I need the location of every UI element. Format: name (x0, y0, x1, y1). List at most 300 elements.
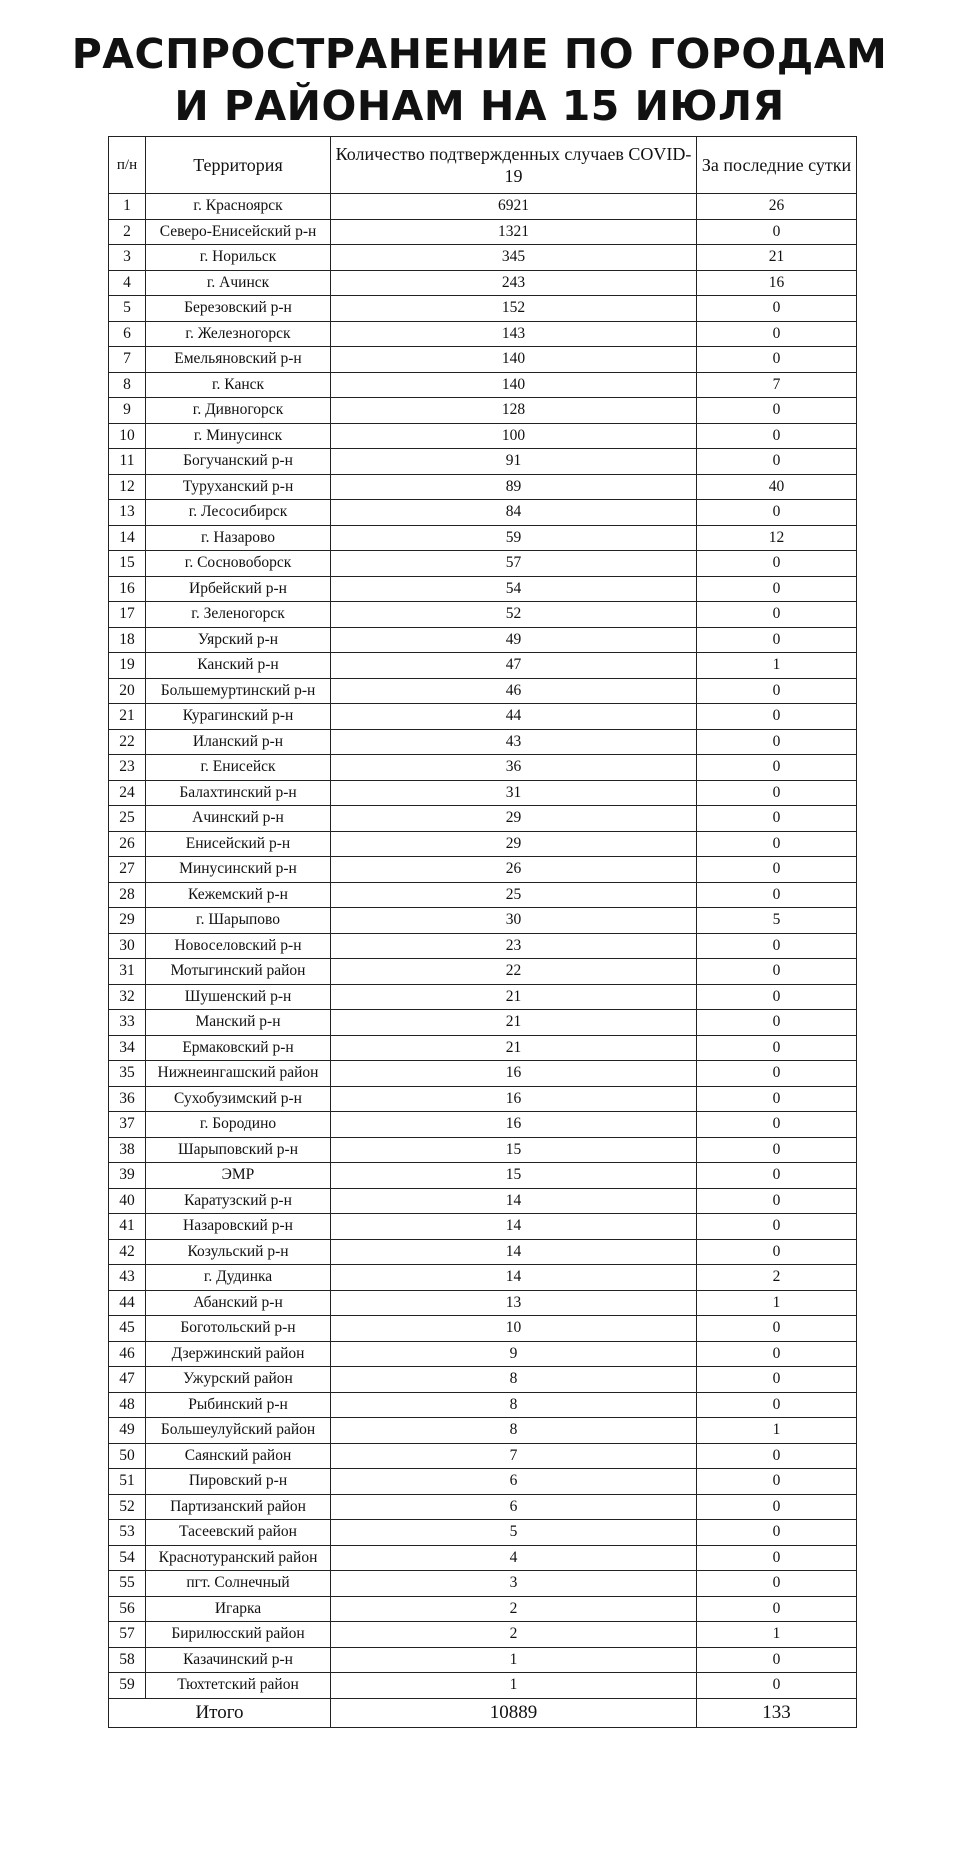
row-number: 25 (109, 806, 146, 832)
table-row (109, 1265, 857, 1291)
row-confirmed: 91 (331, 449, 697, 475)
row-number: 46 (109, 1341, 146, 1367)
page-title (0, 28, 959, 132)
row-territory: ЭМР (146, 1163, 331, 1189)
row-last-day: 0 (697, 1316, 857, 1342)
row-number: 22 (109, 729, 146, 755)
row-number: 58 (109, 1647, 146, 1673)
header-confirmed: Количество подтвержденных случаев COVID-19 (331, 137, 697, 194)
row-number: 29 (109, 908, 146, 934)
row-last-day: 0 (697, 780, 857, 806)
table-row (109, 372, 857, 398)
row-number: 42 (109, 1239, 146, 1265)
row-confirmed: 3 (331, 1571, 697, 1597)
row-confirmed: 8 (331, 1418, 697, 1444)
row-territory: Боготольский р-н (146, 1316, 331, 1342)
table-row (109, 1494, 857, 1520)
row-territory: Иланский р-н (146, 729, 331, 755)
row-confirmed: 9 (331, 1341, 697, 1367)
row-last-day: 0 (697, 347, 857, 373)
table-row (109, 1520, 857, 1546)
row-last-day: 0 (697, 678, 857, 704)
row-territory: Курагинский р-н (146, 704, 331, 730)
row-confirmed: 8 (331, 1367, 697, 1393)
row-last-day: 0 (697, 1596, 857, 1622)
row-last-day: 40 (697, 474, 857, 500)
row-last-day: 26 (697, 194, 857, 220)
header-territory: Территория (146, 137, 331, 194)
row-territory: Манский р-н (146, 1010, 331, 1036)
row-territory: Емельяновский р-н (146, 347, 331, 373)
row-last-day: 1 (697, 653, 857, 679)
row-territory: Мотыгинский район (146, 959, 331, 985)
row-territory: г. Назарово (146, 525, 331, 551)
table-row (109, 1469, 857, 1495)
table-footer (109, 1698, 857, 1727)
row-territory: Краснотуранский район (146, 1545, 331, 1571)
table-row (109, 1035, 857, 1061)
table-row (109, 1316, 857, 1342)
row-number: 55 (109, 1571, 146, 1597)
table-row (109, 398, 857, 424)
row-last-day: 0 (697, 1137, 857, 1163)
row-number: 14 (109, 525, 146, 551)
row-last-day: 0 (697, 1469, 857, 1495)
row-territory: Большемуртинский р-н (146, 678, 331, 704)
row-last-day: 0 (697, 857, 857, 883)
row-confirmed: 14 (331, 1214, 697, 1240)
row-territory: Большеулуйский район (146, 1418, 331, 1444)
row-confirmed: 143 (331, 321, 697, 347)
row-last-day: 1 (697, 1622, 857, 1648)
row-territory: г. Енисейск (146, 755, 331, 781)
table-row (109, 474, 857, 500)
row-confirmed: 59 (331, 525, 697, 551)
table-row (109, 194, 857, 220)
row-number: 43 (109, 1265, 146, 1291)
table-row (109, 1622, 857, 1648)
row-number: 54 (109, 1545, 146, 1571)
row-confirmed: 1321 (331, 219, 697, 245)
row-territory: г. Зеленогорск (146, 602, 331, 628)
row-number: 32 (109, 984, 146, 1010)
row-confirmed: 23 (331, 933, 697, 959)
row-territory: Канский р-н (146, 653, 331, 679)
row-last-day: 0 (697, 755, 857, 781)
row-last-day: 0 (697, 1010, 857, 1036)
row-last-day: 0 (697, 1188, 857, 1214)
row-territory: Рыбинский р-н (146, 1392, 331, 1418)
row-territory: г. Сосновоборск (146, 551, 331, 577)
table-row (109, 806, 857, 832)
row-territory: Казачинский р-н (146, 1647, 331, 1673)
row-number: 6 (109, 321, 146, 347)
row-confirmed: 1 (331, 1673, 697, 1699)
row-number: 49 (109, 1418, 146, 1444)
table-row (109, 755, 857, 781)
row-number: 52 (109, 1494, 146, 1520)
row-last-day: 0 (697, 627, 857, 653)
row-last-day: 0 (697, 398, 857, 424)
row-last-day: 0 (697, 423, 857, 449)
row-number: 3 (109, 245, 146, 271)
row-territory: Шарыповский р-н (146, 1137, 331, 1163)
total-confirmed: 10889 (331, 1698, 697, 1727)
row-last-day: 0 (697, 1214, 857, 1240)
row-number: 51 (109, 1469, 146, 1495)
row-confirmed: 22 (331, 959, 697, 985)
table-row (109, 296, 857, 322)
row-number: 24 (109, 780, 146, 806)
row-confirmed: 10 (331, 1316, 697, 1342)
row-territory: г. Бородино (146, 1112, 331, 1138)
row-confirmed: 47 (331, 653, 697, 679)
row-confirmed: 6 (331, 1494, 697, 1520)
row-confirmed: 128 (331, 398, 697, 424)
row-last-day: 0 (697, 1341, 857, 1367)
row-last-day: 0 (697, 1035, 857, 1061)
header-last-day: За последние сутки (697, 137, 857, 194)
row-confirmed: 36 (331, 755, 697, 781)
row-territory: Дзержинский район (146, 1341, 331, 1367)
row-number: 21 (109, 704, 146, 730)
row-confirmed: 13 (331, 1290, 697, 1316)
table-body (109, 194, 857, 1699)
row-confirmed: 57 (331, 551, 697, 577)
row-territory: Березовский р-н (146, 296, 331, 322)
row-confirmed: 44 (331, 704, 697, 730)
table-row (109, 882, 857, 908)
table-row (109, 321, 857, 347)
row-last-day: 0 (697, 1545, 857, 1571)
row-territory: г. Дивногорск (146, 398, 331, 424)
row-territory: Тасеевский район (146, 1520, 331, 1546)
row-confirmed: 14 (331, 1239, 697, 1265)
header-row (109, 137, 857, 194)
row-territory: Игарка (146, 1596, 331, 1622)
table-row (109, 1239, 857, 1265)
row-last-day: 0 (697, 704, 857, 730)
row-confirmed: 31 (331, 780, 697, 806)
row-confirmed: 5 (331, 1520, 697, 1546)
row-number: 27 (109, 857, 146, 883)
row-confirmed: 52 (331, 602, 697, 628)
row-confirmed: 152 (331, 296, 697, 322)
row-confirmed: 2 (331, 1622, 697, 1648)
table-row (109, 1596, 857, 1622)
row-last-day: 21 (697, 245, 857, 271)
row-last-day: 0 (697, 1673, 857, 1699)
row-number: 28 (109, 882, 146, 908)
row-number: 20 (109, 678, 146, 704)
row-last-day: 0 (697, 1571, 857, 1597)
row-territory: г. Железногорск (146, 321, 331, 347)
row-confirmed: 243 (331, 270, 697, 296)
table-row (109, 627, 857, 653)
row-territory: Саянский район (146, 1443, 331, 1469)
row-last-day: 0 (697, 806, 857, 832)
row-number: 33 (109, 1010, 146, 1036)
header-num: п/н (109, 137, 146, 194)
row-confirmed: 54 (331, 576, 697, 602)
table-row (109, 1545, 857, 1571)
row-number: 4 (109, 270, 146, 296)
row-territory: Козульский р-н (146, 1239, 331, 1265)
row-number: 18 (109, 627, 146, 653)
total-last-day: 133 (697, 1698, 857, 1727)
table-row (109, 1341, 857, 1367)
row-confirmed: 16 (331, 1061, 697, 1087)
table-row (109, 908, 857, 934)
table-row (109, 1061, 857, 1087)
row-last-day: 1 (697, 1418, 857, 1444)
row-territory: Туруханский р-н (146, 474, 331, 500)
row-territory: Сухобузимский р-н (146, 1086, 331, 1112)
row-number: 56 (109, 1596, 146, 1622)
row-confirmed: 140 (331, 347, 697, 373)
row-last-day: 0 (697, 1494, 857, 1520)
row-confirmed: 21 (331, 1010, 697, 1036)
row-confirmed: 8 (331, 1392, 697, 1418)
covid-cases-table (108, 136, 857, 1728)
row-last-day: 0 (697, 933, 857, 959)
table-row (109, 423, 857, 449)
table-row (109, 729, 857, 755)
row-number: 57 (109, 1622, 146, 1648)
row-last-day: 0 (697, 602, 857, 628)
table-row (109, 959, 857, 985)
row-number: 7 (109, 347, 146, 373)
row-number: 39 (109, 1163, 146, 1189)
row-confirmed: 7 (331, 1443, 697, 1469)
row-territory: г. Канск (146, 372, 331, 398)
row-number: 53 (109, 1520, 146, 1546)
row-number: 35 (109, 1061, 146, 1087)
table-row (109, 857, 857, 883)
table-row (109, 704, 857, 730)
row-territory: Каратузский р-н (146, 1188, 331, 1214)
table-row (109, 500, 857, 526)
table-row (109, 1214, 857, 1240)
table-header (109, 137, 857, 194)
row-number: 36 (109, 1086, 146, 1112)
row-last-day: 5 (697, 908, 857, 934)
table-row (109, 1290, 857, 1316)
row-last-day: 0 (697, 1239, 857, 1265)
table-row (109, 1010, 857, 1036)
row-confirmed: 89 (331, 474, 697, 500)
row-last-day: 0 (697, 1086, 857, 1112)
table-row (109, 1443, 857, 1469)
row-confirmed: 84 (331, 500, 697, 526)
row-number: 11 (109, 449, 146, 475)
table-row (109, 1086, 857, 1112)
row-number: 26 (109, 831, 146, 857)
row-confirmed: 49 (331, 627, 697, 653)
row-confirmed: 4 (331, 1545, 697, 1571)
row-last-day: 0 (697, 449, 857, 475)
row-number: 17 (109, 602, 146, 628)
row-territory: г. Минусинск (146, 423, 331, 449)
row-number: 59 (109, 1673, 146, 1699)
table-row (109, 1673, 857, 1699)
table-row (109, 551, 857, 577)
row-number: 41 (109, 1214, 146, 1240)
row-last-day: 0 (697, 1443, 857, 1469)
row-confirmed: 2 (331, 1596, 697, 1622)
row-confirmed: 6 (331, 1469, 697, 1495)
row-confirmed: 15 (331, 1163, 697, 1189)
row-territory: Абанский р-н (146, 1290, 331, 1316)
row-last-day: 0 (697, 831, 857, 857)
row-confirmed: 140 (331, 372, 697, 398)
row-territory: Назаровский р-н (146, 1214, 331, 1240)
row-number: 19 (109, 653, 146, 679)
row-number: 23 (109, 755, 146, 781)
row-last-day: 0 (697, 1163, 857, 1189)
row-last-day: 0 (697, 1112, 857, 1138)
row-confirmed: 25 (331, 882, 697, 908)
row-confirmed: 100 (331, 423, 697, 449)
table-row (109, 653, 857, 679)
row-number: 30 (109, 933, 146, 959)
table-row (109, 1163, 857, 1189)
row-territory: Енисейский р-н (146, 831, 331, 857)
row-last-day: 0 (697, 729, 857, 755)
row-last-day: 0 (697, 1061, 857, 1087)
row-number: 15 (109, 551, 146, 577)
table-row (109, 1647, 857, 1673)
table-row (109, 1418, 857, 1444)
row-number: 5 (109, 296, 146, 322)
table-row (109, 449, 857, 475)
table-row (109, 1137, 857, 1163)
row-confirmed: 29 (331, 831, 697, 857)
row-last-day: 0 (697, 882, 857, 908)
row-territory: Минусинский р-н (146, 857, 331, 883)
row-last-day: 16 (697, 270, 857, 296)
row-confirmed: 30 (331, 908, 697, 934)
row-last-day: 0 (697, 1367, 857, 1393)
row-confirmed: 46 (331, 678, 697, 704)
row-territory: Нижнеингашский район (146, 1061, 331, 1087)
table-row (109, 525, 857, 551)
title-line-1: РАСПРОСТРАНЕНИЕ ПО ГОРОДАМ (71, 30, 888, 78)
row-number: 34 (109, 1035, 146, 1061)
row-number: 12 (109, 474, 146, 500)
row-territory: Уярский р-н (146, 627, 331, 653)
row-confirmed: 16 (331, 1112, 697, 1138)
row-confirmed: 43 (331, 729, 697, 755)
row-confirmed: 21 (331, 984, 697, 1010)
row-number: 10 (109, 423, 146, 449)
table-row (109, 1392, 857, 1418)
row-last-day: 0 (697, 1520, 857, 1546)
row-territory: Ачинский р-н (146, 806, 331, 832)
row-territory: Богучанский р-н (146, 449, 331, 475)
row-territory: Кежемский р-н (146, 882, 331, 908)
table-row (109, 780, 857, 806)
row-number: 8 (109, 372, 146, 398)
table-row (109, 245, 857, 271)
row-confirmed: 16 (331, 1086, 697, 1112)
row-number: 40 (109, 1188, 146, 1214)
row-confirmed: 26 (331, 857, 697, 883)
row-number: 9 (109, 398, 146, 424)
row-last-day: 2 (697, 1265, 857, 1291)
row-number: 37 (109, 1112, 146, 1138)
row-territory: г. Шарыпово (146, 908, 331, 934)
table-row (109, 270, 857, 296)
row-territory: Северо-Енисейский р-н (146, 219, 331, 245)
table-row (109, 219, 857, 245)
row-number: 13 (109, 500, 146, 526)
row-number: 16 (109, 576, 146, 602)
row-last-day: 0 (697, 959, 857, 985)
table-row (109, 347, 857, 373)
row-last-day: 0 (697, 296, 857, 322)
row-territory: г. Красноярск (146, 194, 331, 220)
table-row (109, 678, 857, 704)
row-number: 2 (109, 219, 146, 245)
row-territory: пгт. Солнечный (146, 1571, 331, 1597)
row-territory: г. Лесосибирск (146, 500, 331, 526)
row-confirmed: 15 (331, 1137, 697, 1163)
total-label: Итого (109, 1698, 331, 1727)
row-number: 44 (109, 1290, 146, 1316)
row-territory: Ирбейский р-н (146, 576, 331, 602)
total-row (109, 1698, 857, 1727)
row-confirmed: 14 (331, 1265, 697, 1291)
row-last-day: 0 (697, 219, 857, 245)
title-line-2: И РАЙОНАМ НА 15 ИЮЛЯ (174, 82, 785, 130)
table-row (109, 1571, 857, 1597)
row-confirmed: 14 (331, 1188, 697, 1214)
table-row (109, 1367, 857, 1393)
row-last-day: 0 (697, 551, 857, 577)
row-territory: Новоселовский р-н (146, 933, 331, 959)
row-territory: Партизанский район (146, 1494, 331, 1520)
row-territory: Тюхтетский район (146, 1673, 331, 1699)
row-last-day: 0 (697, 500, 857, 526)
row-territory: Балахтинский р-н (146, 780, 331, 806)
row-confirmed: 21 (331, 1035, 697, 1061)
row-last-day: 1 (697, 1290, 857, 1316)
table-row (109, 1112, 857, 1138)
row-confirmed: 6921 (331, 194, 697, 220)
row-last-day: 7 (697, 372, 857, 398)
row-territory: г. Ачинск (146, 270, 331, 296)
table-row (109, 602, 857, 628)
row-last-day: 0 (697, 576, 857, 602)
row-number: 50 (109, 1443, 146, 1469)
row-number: 38 (109, 1137, 146, 1163)
row-number: 31 (109, 959, 146, 985)
row-last-day: 0 (697, 1647, 857, 1673)
row-territory: Ужурский район (146, 1367, 331, 1393)
row-last-day: 0 (697, 321, 857, 347)
row-number: 45 (109, 1316, 146, 1342)
row-number: 47 (109, 1367, 146, 1393)
row-territory: г. Норильск (146, 245, 331, 271)
row-confirmed: 345 (331, 245, 697, 271)
row-confirmed: 29 (331, 806, 697, 832)
row-confirmed: 1 (331, 1647, 697, 1673)
table-row (109, 933, 857, 959)
table-row (109, 831, 857, 857)
row-last-day: 0 (697, 1392, 857, 1418)
row-number: 1 (109, 194, 146, 220)
